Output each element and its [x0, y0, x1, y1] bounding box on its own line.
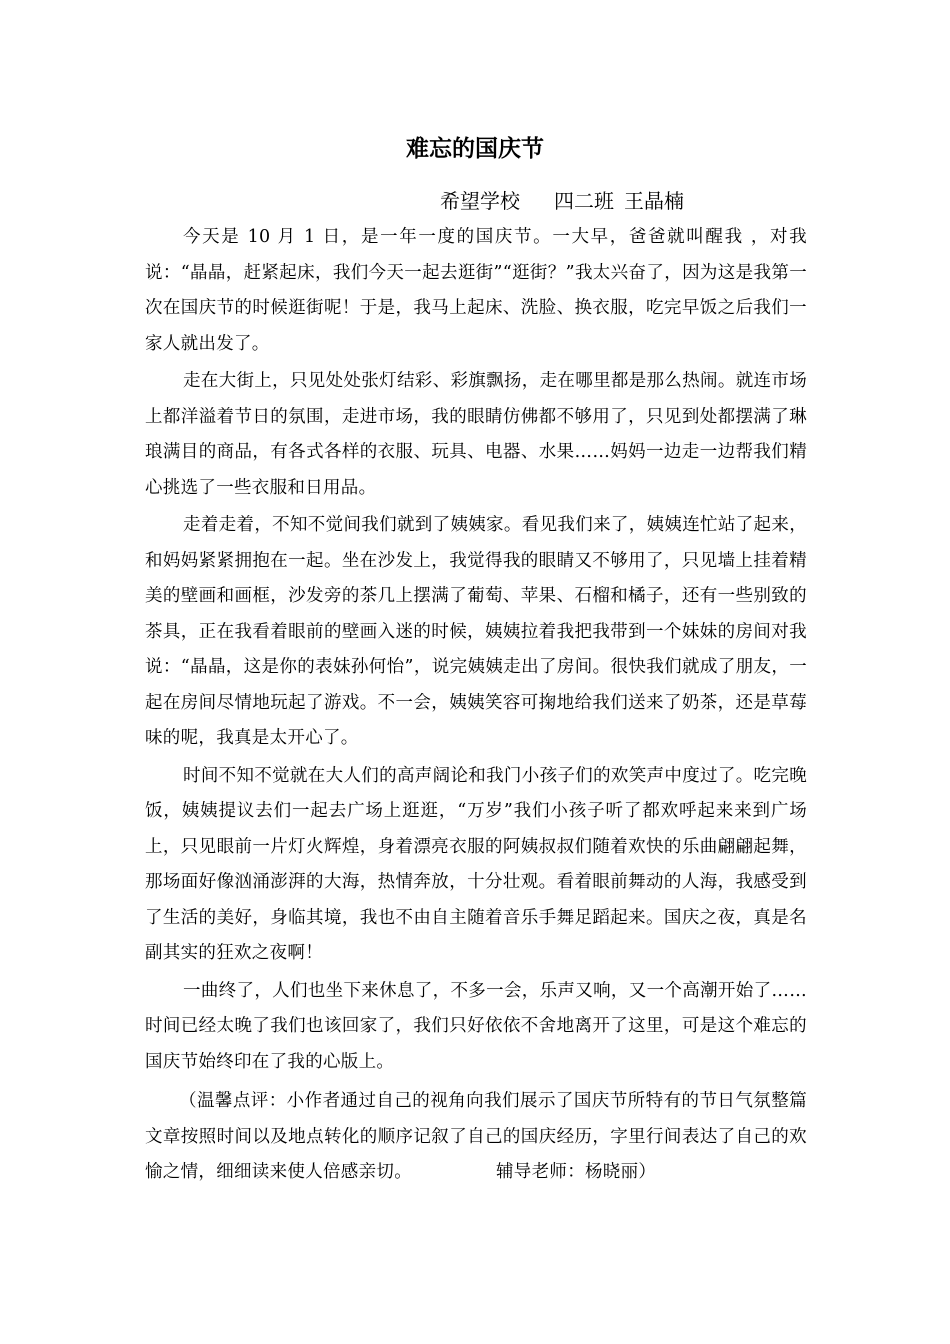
byline [440, 185, 684, 217]
class-name: 四二班 [554, 189, 614, 213]
teacher-comment [145, 1084, 807, 1191]
paragraph-3: 走着走着，不知不觉间我们就到了姨姨家。看见我们来了，姨姨连忙站了起来，和妈妈紧紧拥抱在一起。坐在沙发上，我觉得我的眼睛又不够用了，只见墙上挂着精美的壁画和画框，沙发旁的茶几上摆满了葡萄、苹果、石榴和橘子，还有一些别致的茶具，正在我看着眼前的壁画入迷的时候，姨姨拉着我把我带到一个妹妹的房间对我说：“晶晶，这是你的表妹孙何怡”，说完姨姨走出了房间。很快我们就成了朋友，一起在房间尽情地玩起了游戏。不一会，姨姨笑容可掬地给我们送来了奶茶，还是草莓味的呢，我真是太开心了。 [145, 515, 807, 748]
essay-body [145, 220, 807, 1193]
comment-text: （温馨点评：小作者通过自己的视角向我们展示了国庆节所特有的节日气氛整篇文章按照时间以及地点转化的顺序记叙了自己的国庆经历，字里行间表达了自己的欢愉之情，细细读来使人倍感亲切。 [145, 1091, 807, 1182]
school-name: 希望学校 [440, 189, 520, 213]
paragraph-4: 时间不知不觉就在大人们的高声阔论和我门小孩子们的欢笑声中度过了。吃完晚饭，姨姨提议去们一起去广场上逛逛，“万岁”我们小孩子听了都欢呼起来来到广场上，只见眼前一片灯火辉煌，身着漂亮衣服的阿姨叔叔们随着欢快的乐曲翩翩起舞，那场面好像汹涌澎湃的大海，热情奔放，十分壮观。看着眼前舞动的人海，我感受到了生活的美好，身临其境，我也不由自主随着音乐手舞足蹈起来。国庆之夜，真是名副其实的狂欢之夜啊！ [145, 765, 807, 963]
paragraph-5: 一曲终了，人们也坐下来休息了，不多一会，乐声又响，又一个高潮开始了……时间已经太晚了我们也该回家了，我们只好依依不舍地离开了这里，可是这个难忘的国庆节始终印在了我的心版上。 [145, 980, 807, 1072]
paragraph-1: 今天是 10 月 1 日，是一年一度的国庆节。一大早，爸爸就叫醒我 ，对我说：“晶晶，赶紧起床，我们今天一起去逛街”“逛街？”我太兴奋了，因为这是我第一次在国庆节的时候逛街呢！于是，我马上起床、洗脸、换衣服，吃完早饭之后我们一家人就出发了。 [145, 227, 807, 354]
author-name: 王晶楠 [624, 189, 684, 213]
essay-title: 难忘的国庆节 [406, 136, 544, 162]
teacher-signature: 辅导老师：杨晓丽） [496, 1162, 657, 1182]
paragraph-2: 走在大街上，只见处处张灯结彩、彩旗飘扬，走在哪里都是那么热闹。就连市场上都洋溢着节日的氛围，走进市场，我的眼睛仿佛都不够用了，只见到处都摆满了琳琅满目的商品，有各式各样的衣服、玩具、电器、水果……妈妈一边走一边帮我们精心挑选了一些衣服和日用品。 [145, 371, 807, 498]
